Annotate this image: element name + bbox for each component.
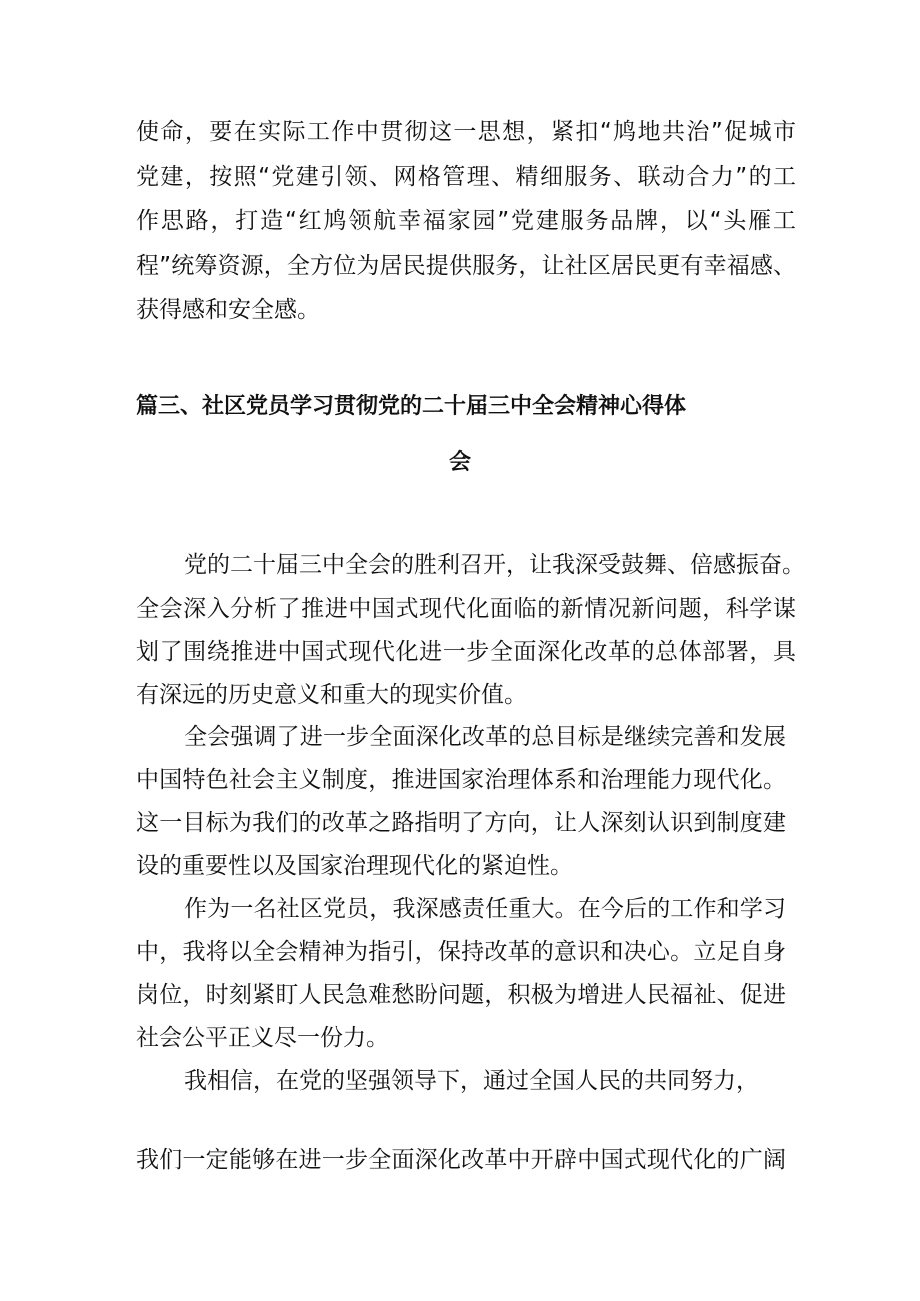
- paragraph-line: 我相信，在党的坚强领导下，通过全国人民的共同努力，: [184, 1068, 759, 1094]
- paragraph-line: 设的重要性以及国家治理现代化的紧迫性。: [136, 853, 573, 879]
- paragraph-line: 中国特色社会主义制度，推进国家治理体系和治理能力现代化。: [136, 767, 786, 793]
- section-heading: 篇三、社区党员学习贯彻党的二十届三中全会精神心得体: [136, 394, 687, 419]
- paragraph-line: 全会深入分析了推进中国式现代化面临的新情况新问题，科学谋: [136, 596, 796, 622]
- paragraph-line: 获得感和安全感。: [136, 297, 320, 323]
- paragraph-line: 社会公平正义尽一份力。: [136, 1025, 389, 1051]
- paragraph-line: 使命，要在实际工作中贯彻这一思想，紧扣“鸠地共治”促城市: [136, 119, 796, 145]
- paragraph-line: 作为一名社区党员，我深感责任重大。在今后的工作和学习: [184, 896, 786, 922]
- paragraph-line: 岗位，时刻紧盯人民急难愁盼问题，积极为增进人民福祉、促进: [136, 982, 786, 1008]
- paragraph-line: 党建，按照“党建引领、网格管理、精细服务、联动合力”的工: [136, 164, 796, 190]
- section-heading-continuation: 会: [449, 450, 472, 475]
- paragraph-line: 党的二十届三中全会的胜利召开，让我深受鼓舞、倍感振奋。: [184, 552, 805, 578]
- paragraph-line: 作思路，打造“红鸠领航幸福家园”党建服务品牌，以“头雁工: [136, 208, 796, 234]
- paragraph-line: 程”统筹资源，全方位为居民提供服务，让社区居民更有幸福感、: [136, 253, 796, 279]
- paragraph-line: 这一目标为我们的改革之路指明了方向，让人深刻认识到制度建: [136, 810, 786, 836]
- paragraph-line: 全会强调了进一步全面深化改革的总目标是继续完善和发展: [184, 724, 786, 750]
- paragraph-line: 中，我将以全会精神为指引，保持改革的意识和决心。立足自身: [136, 939, 786, 965]
- paragraph-line: 有深远的历史意义和重大的现实价值。: [136, 682, 527, 708]
- paragraph-line: 我们一定能够在进一步全面深化改革中开辟中国式现代化的广阔: [136, 1147, 786, 1173]
- paragraph-line: 划了围绕推进中国式现代化进一步全面深化改革的总体部署，具: [136, 639, 796, 665]
